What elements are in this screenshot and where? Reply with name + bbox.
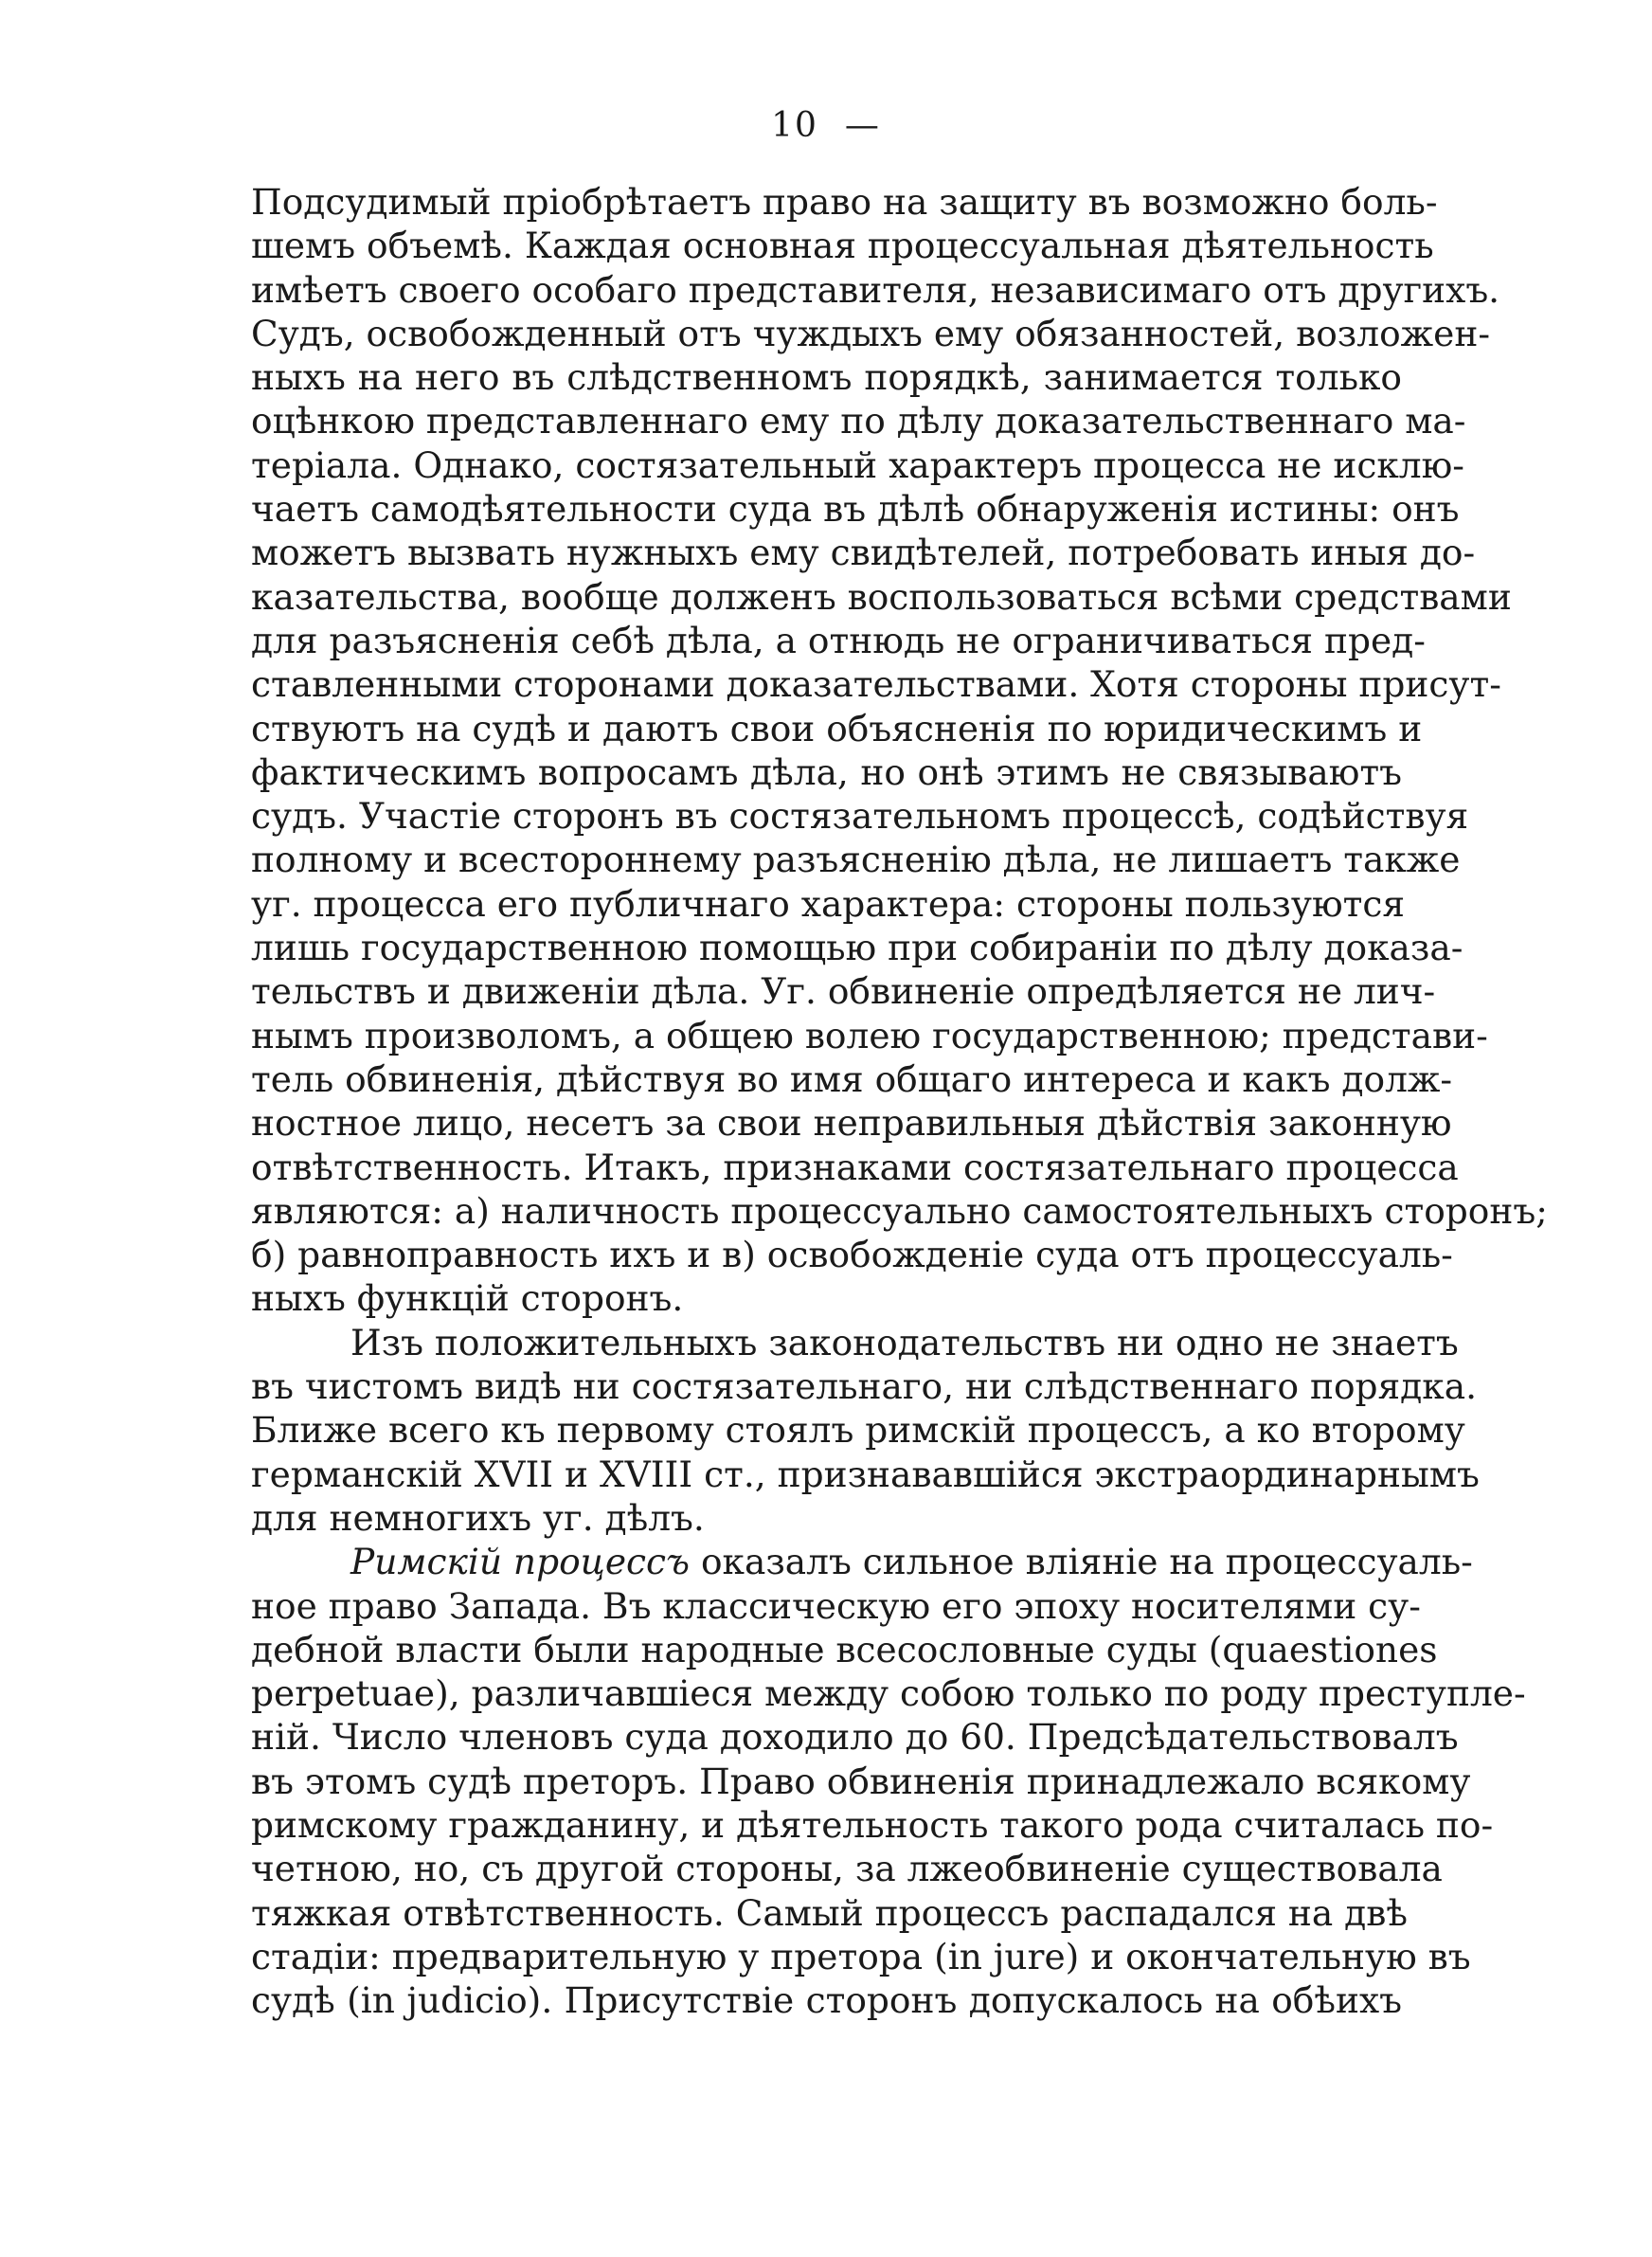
line-text: отвѣтственность. Итакъ, признаками состязательнаго процесса [251,1146,1459,1188]
text-line [251,443,1464,487]
text-line [251,1628,1438,1671]
line-text: тель обвиненія, дѣйствуя во имя общаго интереса и какъ долж- [251,1057,1453,1100]
text-line [251,1540,1473,1583]
line-text: дебной власти были народные всесословные суды (quaestiones [251,1628,1438,1670]
line-text: судъ. Участіе сторонъ въ состязательномъ процессѣ, содѣйствуя [251,795,1469,838]
text-line [251,1233,1453,1276]
text-line [251,1408,1465,1452]
text-line [251,1847,1443,1890]
italic-term: Римскій процессъ [350,1541,691,1583]
text-line [251,1321,1459,1364]
line-text: ныхъ на него въ слѣдственномъ порядкѣ, занимается только [251,356,1402,399]
text-line [251,1715,1459,1759]
text-line [251,619,1426,662]
line-text: фактическимъ вопросамъ дѣла, но онѣ этимъ не связываютъ [251,750,1402,793]
line-text: б) равноправность ихъ и в) освобожденіе суда отъ процессуаль- [251,1234,1453,1276]
line-text: тельствъ и движеніи дѣла. Уг. обвиненіе опредѣляется не лич- [251,970,1436,1013]
line-text: чаетъ самодѣятельности суда въ дѣлѣ обнаруженія истины: онъ [251,488,1460,531]
text-line [251,355,1402,399]
text-line [251,1496,1402,1540]
line-text: ствуютъ на судѣ и даютъ свои объясненія по юридическимъ и [251,707,1423,749]
text-line [251,1276,1402,1320]
text-line [251,1935,1471,1978]
text-line [251,1671,1526,1715]
line-text: perpetuae), различавшіеся между собою только по роду преступле- [251,1672,1526,1715]
line-text: лишь государственною помощью при собираніи по дѣлу доказа- [251,927,1463,969]
line-text: въ этомъ судѣ преторъ. Право обвиненія принадлежало всякому [251,1760,1471,1802]
text-line [251,575,1512,619]
line-text: уг. процесса его публичнаго характера: стороны пользуются [251,882,1405,925]
text-line [251,180,1438,224]
text-line [251,969,1436,1013]
text-line [251,838,1461,881]
text-line [251,1101,1452,1145]
line-text: четною, но, съ другой стороны, за лжеобвиненіе существовала [251,1848,1443,1890]
text-line [251,312,1491,355]
line-text: ное право Запада. Въ классическую его эпоху носителями су- [251,1584,1421,1627]
text-line [251,750,1402,794]
text-line [251,531,1476,574]
text-line [251,662,1501,706]
text-line [251,1760,1471,1803]
text-line [251,1057,1453,1101]
line-text: Изъ положительныхъ законодательствъ ни одно не знаетъ [350,1321,1459,1363]
line-text: въ чистомъ видѣ ни состязательнаго, ни слѣдственнаго порядка. [251,1365,1477,1408]
line-text: стадіи: предварительную у претора (in jure) и окончательную въ [251,1935,1471,1977]
line-text: Судъ, освобожденный отъ чуждыхъ ему обязанностей, возложен- [251,312,1491,354]
page-number: 10 [771,106,818,145]
text-line [251,1189,1548,1233]
text-line [251,487,1460,531]
text-line [251,268,1500,312]
text-line [251,1803,1494,1847]
page-number-dash: — [844,106,881,145]
line-text: оказалъ сильное вліяніе на процессуаль- [690,1541,1473,1583]
text-line [251,1364,1477,1408]
line-text: нымъ произволомъ, а общею волею государственною; представи- [251,1014,1488,1056]
line-text: тяжкая отвѣтственность. Самый процессъ распадался на двѣ [251,1891,1408,1934]
text-line [251,1146,1459,1189]
text-line [251,1891,1408,1935]
line-text: для разъясненія себѣ дѣла, а отнюдь не ограничиваться пред- [251,619,1426,661]
text-line [251,794,1469,838]
text-line [251,1584,1421,1628]
line-text: для немногихъ уг. дѣлъ. [251,1496,705,1539]
body-text [251,180,1548,2022]
line-text: римскому гражданину, и дѣятельность такого рода считалась по- [251,1803,1494,1846]
text-line [251,399,1466,442]
line-text: судѣ (in judicio). Присутствіе сторонъ допускалось на обѣихъ [251,1979,1402,2022]
line-text: являются: а) наличность процессуально самостоятельныхъ сторонъ; [251,1189,1548,1232]
line-text: ставленными сторонами доказательствами. Хотя стороны присут- [251,663,1501,706]
line-text: полному и всестороннему разъясненію дѣла, не лишаетъ также [251,839,1461,881]
line-text: оцѣнкою представленнаго ему по дѣлу доказательственнаго ма- [251,400,1466,442]
text-line [251,1014,1488,1057]
text-line [251,926,1463,969]
line-text: Подсудимый пріобрѣтаетъ право на защиту въ возможно боль- [251,181,1438,223]
line-text: ныхъ функцій сторонъ. [251,1277,684,1320]
text-line [251,224,1434,267]
line-text: ній. Число членовъ суда доходило до 60. Предсѣдательствовалъ [251,1716,1459,1759]
line-text: ностное лицо, несетъ за свои неправильныя дѣйствія законную [251,1102,1452,1145]
text-line [251,882,1405,926]
line-text: Ближе всего къ первому стоялъ римскій процессъ, а ко второму [251,1409,1465,1452]
line-text: шемъ объемѣ. Каждая основная процессуальная дѣятельность [251,225,1434,267]
line-text: можетъ вызвать нужныхъ ему свидѣтелей, потребовать иныя до- [251,532,1476,574]
text-line [251,1453,1480,1496]
line-text: германскій XVII и XVIII ст., признававшійся экстраординарнымъ [251,1453,1480,1495]
text-line [251,707,1423,750]
text-line [251,1978,1402,2022]
line-text: казательства, вообще долженъ воспользоваться всѣми средствами [251,575,1512,618]
line-text: теріала. Однако, состязательный характеръ процесса не исклю- [251,443,1464,486]
page-number-header [0,106,1652,145]
line-text: имѣетъ своего особаго представителя, независимаго отъ другихъ. [251,268,1500,311]
